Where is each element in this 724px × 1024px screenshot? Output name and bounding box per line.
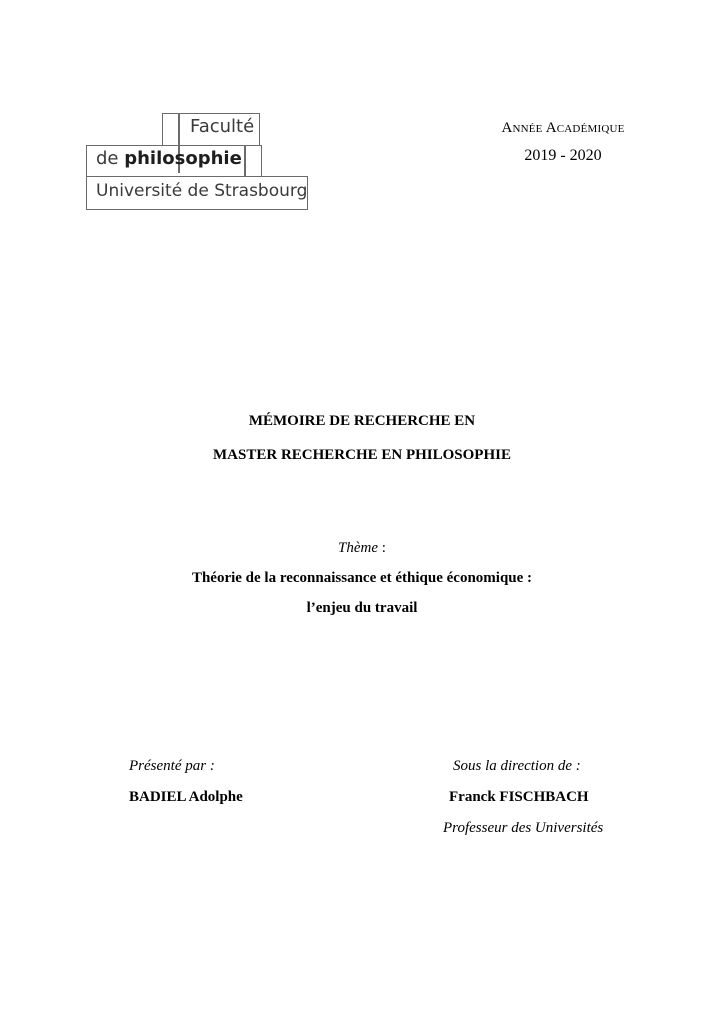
logo-text-de: de bbox=[96, 148, 125, 169]
logo-text-faculte: Faculté bbox=[190, 116, 255, 137]
supervisor-title: Professeur des Universités bbox=[443, 820, 604, 836]
theme-label-text: Thème bbox=[338, 540, 379, 556]
theme-label bbox=[0, 540, 724, 557]
logo-text-philosophie-bold: philosophie bbox=[124, 148, 242, 169]
theme-title-line2: l’enjeu du travail bbox=[306, 600, 418, 616]
theme-label-colon: : bbox=[378, 540, 386, 556]
logo-text-philosophie bbox=[96, 148, 242, 169]
supervision-label: Sous la direction de : bbox=[453, 758, 581, 774]
academic-year-value: 2019 - 2020 bbox=[524, 147, 602, 164]
presented-by-label: Présenté par : bbox=[129, 758, 215, 774]
logo-divider bbox=[244, 145, 246, 177]
academic-year-label: Année Académique bbox=[501, 120, 625, 136]
academic-year-block bbox=[468, 120, 658, 165]
supervisor-name: Franck FISCHBACH bbox=[449, 789, 589, 805]
thesis-title-line1: MÉMOIRE DE RECHERCHE EN bbox=[248, 413, 476, 429]
theme-title-line1: Théorie de la reconnaissance et éthique économique : bbox=[191, 570, 533, 586]
author-name: BADIEL Adolphe bbox=[129, 789, 243, 805]
logo-text-universite: Université de Strasbourg bbox=[96, 181, 308, 201]
thesis-title-line2: MASTER RECHERCHE EN PHILOSOPHIE bbox=[213, 447, 511, 463]
